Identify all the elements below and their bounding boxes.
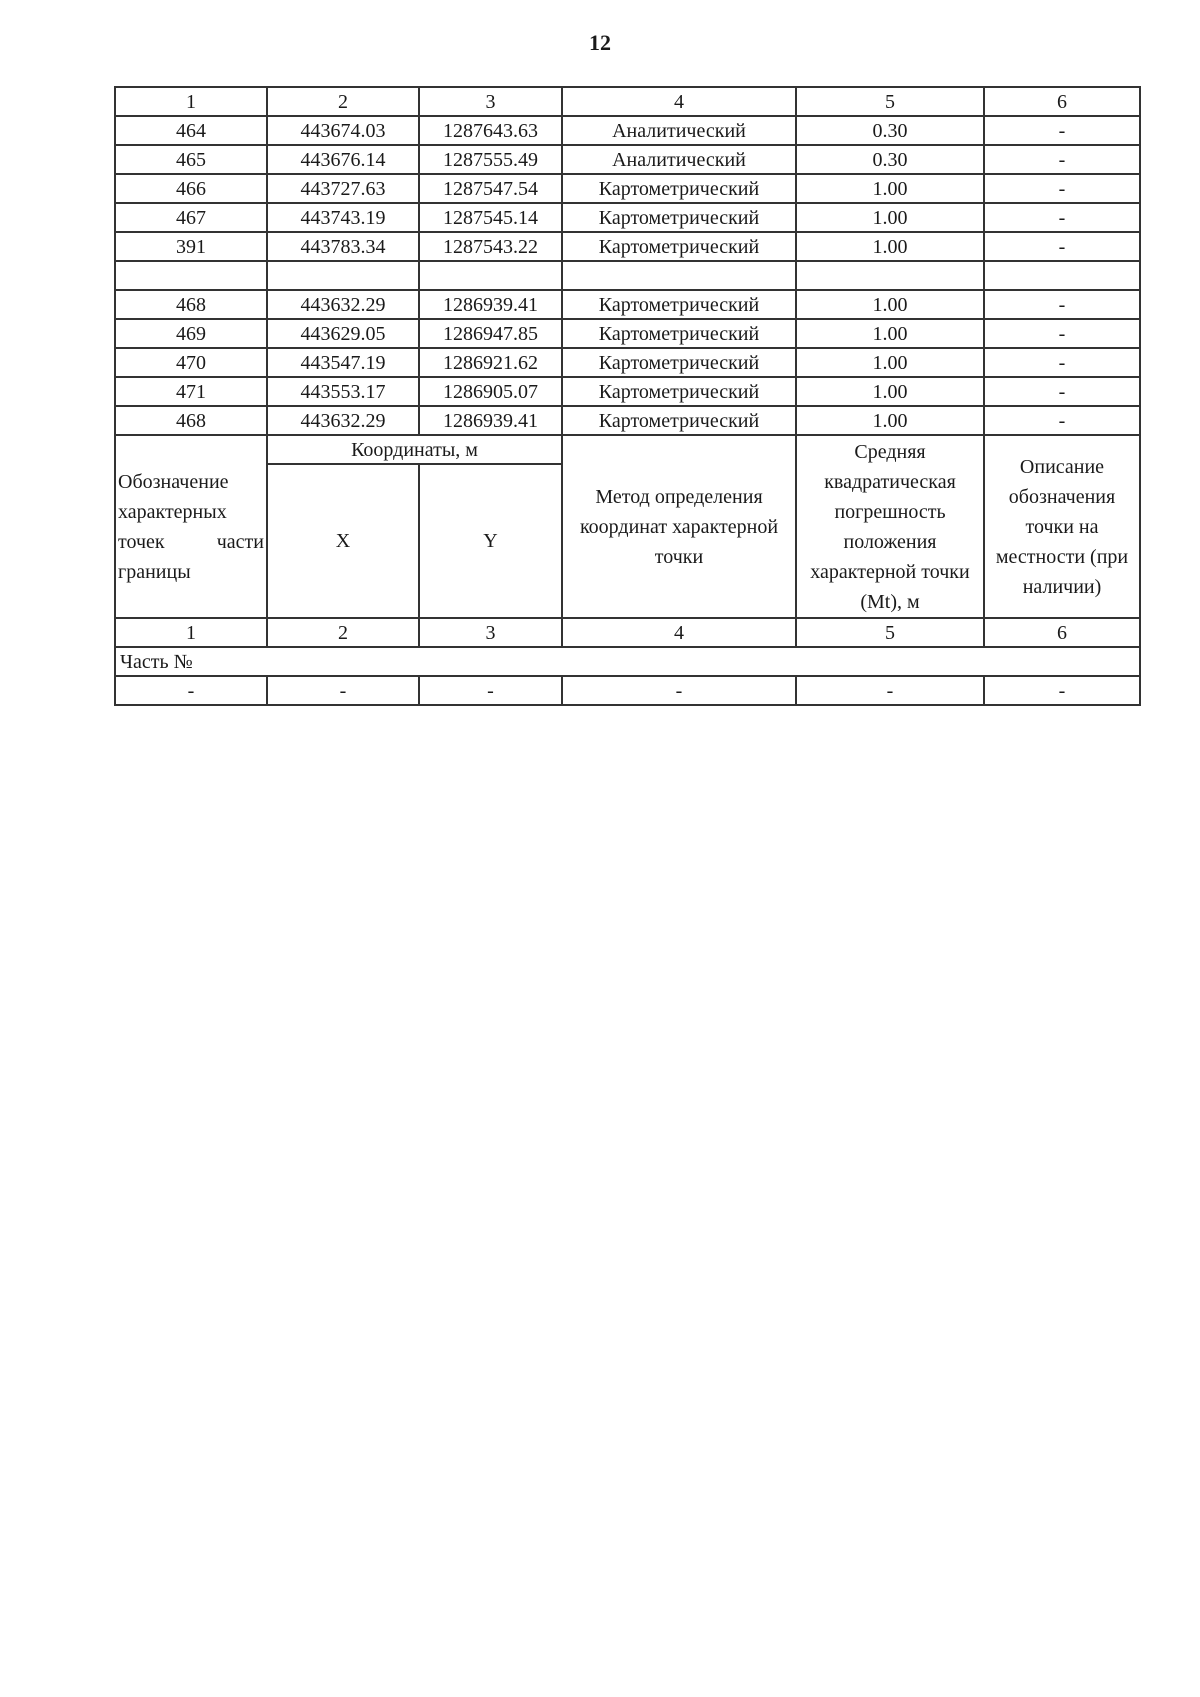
empty-value: - xyxy=(562,676,796,705)
column-number: 3 xyxy=(419,87,562,116)
point-id: 464 xyxy=(115,116,267,145)
error: 1.00 xyxy=(796,348,984,377)
x-coordinate: 443674.03 xyxy=(267,116,419,145)
x-coordinate: 443727.63 xyxy=(267,174,419,203)
error: 1.00 xyxy=(796,406,984,435)
method: Картометрический xyxy=(562,232,796,261)
y-coordinate: 1287547.54 xyxy=(419,174,562,203)
description: - xyxy=(984,145,1140,174)
column-number: 4 xyxy=(562,618,796,647)
column-number: 5 xyxy=(796,618,984,647)
table-row xyxy=(115,174,1140,203)
header-coordinates: Координаты, м xyxy=(267,435,562,464)
x-coordinate: 443743.19 xyxy=(267,203,419,232)
x-coordinate: 443783.34 xyxy=(267,232,419,261)
empty-cell xyxy=(984,261,1140,290)
description: - xyxy=(984,203,1140,232)
method: Картометрический xyxy=(562,174,796,203)
empty-value: - xyxy=(419,676,562,705)
column-number: 6 xyxy=(984,618,1140,647)
part-label: Часть № xyxy=(115,647,1140,676)
column-number: 4 xyxy=(562,87,796,116)
table-row xyxy=(115,377,1140,406)
header-mean-error: Средняя квадратическая погрешность положения характерной точки (Mt), м xyxy=(796,435,984,618)
y-coordinate: 1286921.62 xyxy=(419,348,562,377)
header-description: Описание обозначения точки на местности (при наличии) xyxy=(984,435,1140,618)
point-id: 471 xyxy=(115,377,267,406)
point-id: 468 xyxy=(115,406,267,435)
table-row xyxy=(115,676,1140,705)
error: 1.00 xyxy=(796,232,984,261)
y-coordinate: 1287543.22 xyxy=(419,232,562,261)
column-number: 2 xyxy=(267,87,419,116)
error: 0.30 xyxy=(796,116,984,145)
empty-value: - xyxy=(796,676,984,705)
x-coordinate: 443629.05 xyxy=(267,319,419,348)
point-id: 391 xyxy=(115,232,267,261)
description: - xyxy=(984,319,1140,348)
table-row xyxy=(115,232,1140,261)
table-row xyxy=(115,348,1140,377)
column-number: 1 xyxy=(115,618,267,647)
y-coordinate: 1286905.07 xyxy=(419,377,562,406)
point-id: 469 xyxy=(115,319,267,348)
column-number: 2 xyxy=(267,618,419,647)
empty-cell xyxy=(562,261,796,290)
table-row xyxy=(115,290,1140,319)
description: - xyxy=(984,348,1140,377)
error: 1.00 xyxy=(796,203,984,232)
header-method: Метод определения координат характерной точки xyxy=(562,435,796,618)
method: Аналитический xyxy=(562,116,796,145)
error: 1.00 xyxy=(796,290,984,319)
x-coordinate: 443547.19 xyxy=(267,348,419,377)
x-coordinate: 443553.17 xyxy=(267,377,419,406)
empty-cell xyxy=(115,261,267,290)
method: Картометрический xyxy=(562,348,796,377)
error: 1.00 xyxy=(796,174,984,203)
empty-cell xyxy=(267,261,419,290)
y-coordinate: 1287643.63 xyxy=(419,116,562,145)
point-id: 466 xyxy=(115,174,267,203)
table-row xyxy=(115,319,1140,348)
header-x: X xyxy=(267,464,419,618)
method: Картометрический xyxy=(562,290,796,319)
point-id: 465 xyxy=(115,145,267,174)
method: Аналитический xyxy=(562,145,796,174)
empty-cell xyxy=(796,261,984,290)
y-coordinate: 1287545.14 xyxy=(419,203,562,232)
x-coordinate: 443676.14 xyxy=(267,145,419,174)
y-coordinate: 1286947.85 xyxy=(419,319,562,348)
method: Картометрический xyxy=(562,319,796,348)
method: Картометрический xyxy=(562,406,796,435)
empty-value: - xyxy=(115,676,267,705)
method: Картометрический xyxy=(562,203,796,232)
column-number: 6 xyxy=(984,87,1140,116)
column-number-row xyxy=(115,87,1140,116)
column-number: 1 xyxy=(115,87,267,116)
part-label-row xyxy=(115,647,1140,676)
column-number-row xyxy=(115,618,1140,647)
description: - xyxy=(984,116,1140,145)
method: Картометрический xyxy=(562,377,796,406)
error: 1.00 xyxy=(796,319,984,348)
empty-value: - xyxy=(984,676,1140,705)
x-coordinate: 443632.29 xyxy=(267,406,419,435)
table-row xyxy=(115,145,1140,174)
table-row xyxy=(115,406,1140,435)
table-row xyxy=(115,203,1140,232)
coordinates-table xyxy=(114,86,1141,706)
header-point-designation: Обозначение характерных точек части границы xyxy=(115,435,267,618)
description: - xyxy=(984,174,1140,203)
y-coordinate: 1287555.49 xyxy=(419,145,562,174)
page-number: 12 xyxy=(589,30,611,55)
y-coordinate: 1286939.41 xyxy=(419,290,562,319)
description: - xyxy=(984,377,1140,406)
y-coordinate: 1286939.41 xyxy=(419,406,562,435)
empty-value: - xyxy=(267,676,419,705)
x-coordinate: 443632.29 xyxy=(267,290,419,319)
point-id: 467 xyxy=(115,203,267,232)
column-number: 3 xyxy=(419,618,562,647)
description: - xyxy=(984,406,1140,435)
table-row xyxy=(115,116,1140,145)
empty-cell xyxy=(419,261,562,290)
point-id: 470 xyxy=(115,348,267,377)
point-id: 468 xyxy=(115,290,267,319)
error: 1.00 xyxy=(796,377,984,406)
description: - xyxy=(984,290,1140,319)
empty-separator-row xyxy=(115,261,1140,290)
header-row-top xyxy=(115,435,1140,464)
header-y: Y xyxy=(419,464,562,618)
column-number: 5 xyxy=(796,87,984,116)
description: - xyxy=(984,232,1140,261)
error: 0.30 xyxy=(796,145,984,174)
